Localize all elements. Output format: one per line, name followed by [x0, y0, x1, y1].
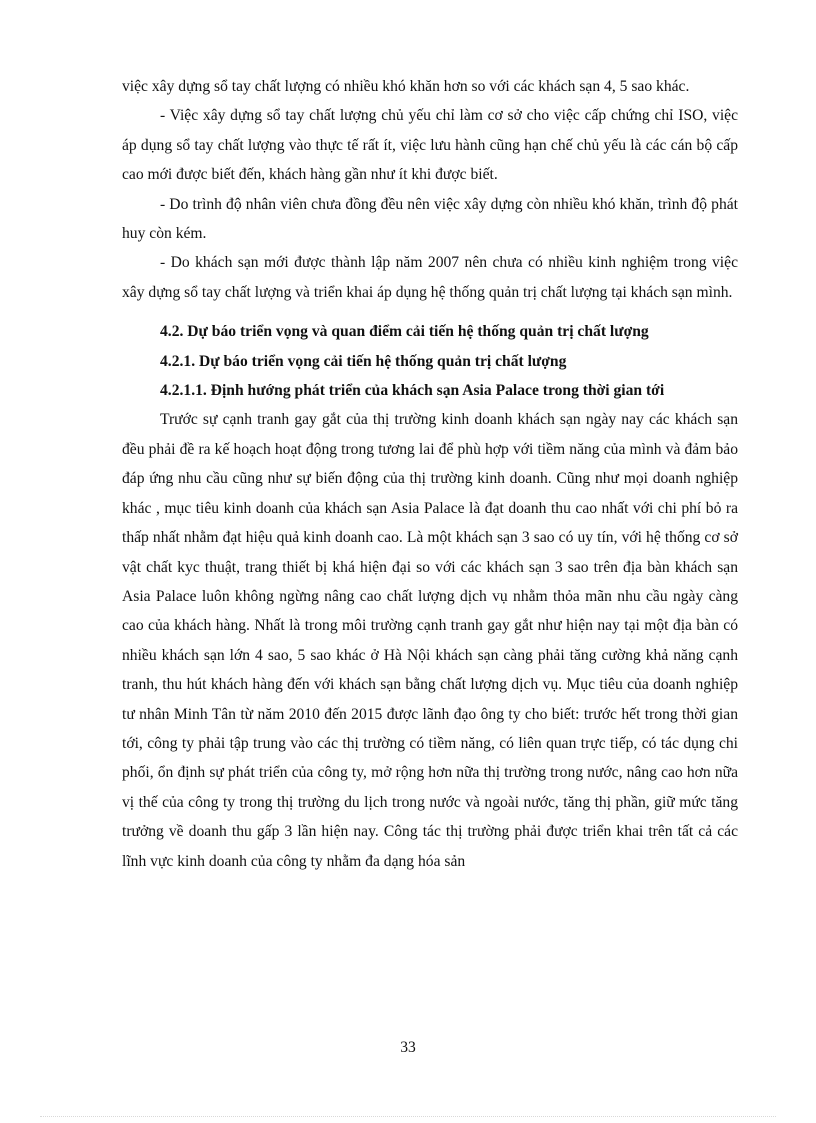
heading-4-2-1-1: 4.2.1.1. Định hướng phát triển của khách sạn Asia Palace trong thời gian tới — [160, 382, 665, 400]
body-paragraph: Trước sự cạnh tranh gay gắt của thị trường kinh doanh khách sạn ngày nay các khách sạn đều phải đề ra kế hoạch hoạt động trong tương lai để phù hợp với tiềm năng của mình và đảm bảo đáp ứng nhu cầu cũng như sự biến động của thị trường kinh doanh. Cũng như mọi doanh nghiệp khác , mục tiêu kinh doanh của khách sạn Asia Palace là đạt doanh thu cao nhất với chi phí bỏ ra thấp nhất nhằm đạt hiệu quả kinh doanh cao. Là một khách sạn 3 sao có uy tín, với hệ thống cơ sở vật chất kyc thuật, trang thiết bị khá hiện đại so với các khách sạn 3 sao trên địa bàn khách sạn Asia Palace luôn không ngừng nâng cao chất lượng dịch vụ nhằm thỏa mãn nhu cầu ngày càng cao của khách hàng. Nhất là trong môi trường cạnh tranh gay gắt như hiện nay tại một địa bàn có nhiều khách sạn lớn 4 sao, 5 sao khác ở Hà Nội khách sạn càng phải tăng cường khả năng cạnh tranh, thu hút khách hàng đến với khách sạn bằng chất lượng dịch vụ. Mục tiêu của doanh nghiệp tư nhân Minh Tân từ năm 2010 đến 2015 được lãnh đạo ông ty cho biết: trước hết trong thời gian tới, công ty phải tập trung vào các thị trường có tiềm năng, có liên quan trực tiếp, có tác dụng chi phối, ổn định sự phát triển của công ty, mở rộng hơn nữa thị trường trong nước, nâng cao hơn nữa vị thế của công ty trong thị trường du lịch trong nước và ngoài nước, tăng thị phần, giữ mức tăng trưởng về doanh thu gấp 3 lần hiện nay. Công tác thị trường phải được triển khai trên tất cả các lĩnh vực kinh doanh của công ty nhằm đa dạng hóa sản — [122, 411, 738, 870]
page-bottom-border — [40, 1116, 776, 1117]
paragraph-continuation: việc xây dựng sổ tay chất lượng có nhiều khó khăn hơn so với các khách sạn 4, 5 sao khác. — [122, 78, 690, 95]
heading-4-2: 4.2. Dự báo triển vọng và quan điểm cải tiến hệ thống quản trị chất lượng — [160, 323, 649, 341]
paragraph-bullet-3: - Do khách sạn mới được thành lập năm 2007 nên chưa có nhiều kinh nghiệm trong việc xây dựng sổ tay chất lượng và triển khai áp dụng hệ thống quản trị chất lượng tại khách sạn mình. — [122, 254, 738, 301]
paragraph-bullet-1: - Việc xây dựng sổ tay chất lượng chủ yếu chỉ làm cơ sở cho việc cấp chứng chỉ ISO, việc áp dụng sổ tay chất lượng vào thực tế rất ít, việc lưu hành cũng hạn chế chủ yếu là các cán bộ cấp cao mới được biết đến, khách hàng gần như ít khi được biết. — [122, 107, 738, 184]
heading-4-2-1: 4.2.1. Dự báo triển vọng cải tiến hệ thống quản trị chất lượng — [160, 352, 567, 370]
page-content — [122, 72, 738, 876]
page-number: 33 — [400, 1039, 416, 1056]
paragraph-bullet-2: - Do trình độ nhân viên chưa đồng đều nên việc xây dựng còn nhiều khó khăn, trình độ phát huy còn kém. — [122, 195, 738, 243]
